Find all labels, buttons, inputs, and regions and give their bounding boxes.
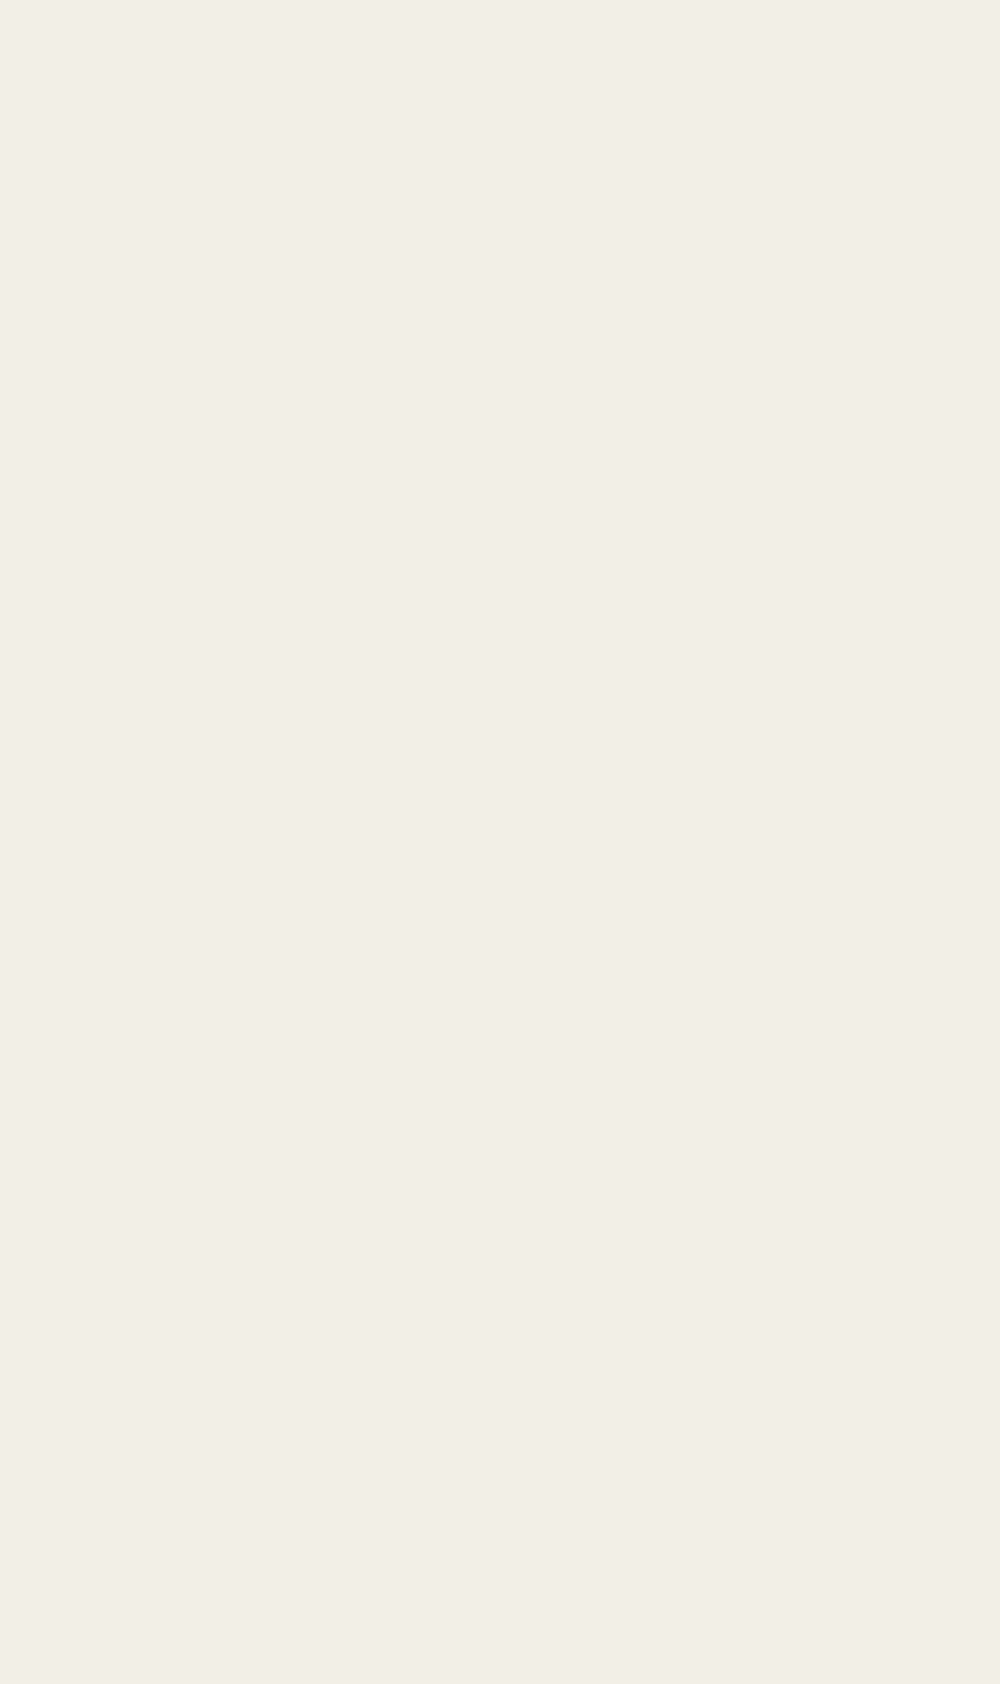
page-header bbox=[54, 28, 944, 64]
